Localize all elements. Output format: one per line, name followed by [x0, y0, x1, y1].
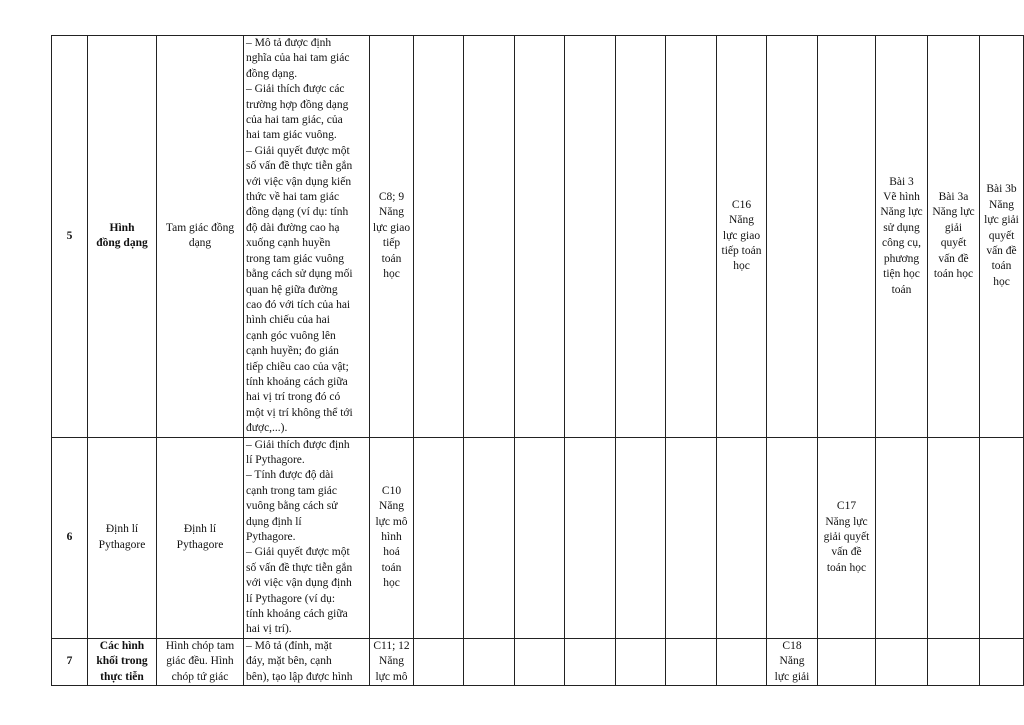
requirement-cell: – Giải thích được định lí Pythagore. – Tính được độ dài cạnh trong tam giác vuông bằng cách sử dụng định lí Pythagore. – Giải quyết được một số vấn đề thực tiễn gắn với việc vận dụng định lí Pythagore (ví dụ: tính khoảng cách giữa hai vị trí). [244, 437, 370, 638]
row-number: 6 [52, 437, 88, 638]
level-cell [565, 36, 616, 438]
level-cell [464, 36, 515, 438]
level-cell [928, 638, 980, 685]
level-cell [515, 36, 565, 438]
level-cell [717, 437, 767, 638]
level-cell [414, 638, 464, 685]
topic-cell: Định lí Pythagore [88, 437, 157, 638]
level-cell: C18 Năng lực giải [767, 638, 818, 685]
level-cell [414, 36, 464, 438]
level-cell [464, 437, 515, 638]
row-number: 5 [52, 36, 88, 438]
level-cell: C10 Năng lực mô hình hoá toán học [370, 437, 414, 638]
level-cell [928, 437, 980, 638]
level-cell: C17 Năng lực giải quyết vấn đề toán học [818, 437, 876, 638]
level-cell [818, 638, 876, 685]
level-cell: C11; 12 Năng lực mô [370, 638, 414, 685]
requirement-cell: – Mô tả được định nghĩa của hai tam giác đồng dạng. – Giải thích được các trường hợp đồng dạng của hai tam giác, của hai tam giác vuông. – Giải quyết được một số vấn đề thực tiễn gắn với việc vận dụng kiến thức về hai tam giác đồng dạng (ví dụ: tính độ dài đường cao hạ xuống cạnh huyền trong tam giác vuông bằng cách sử dụng mối quan hệ giữa đường cao đó với tích của hai hình chiếu của hai cạnh góc vuông lên cạnh huyền; đo gián tiếp chiều cao của vật; tính khoảng cách giữa hai vị trí trong đó có một vị trí không thể tới được,...). [244, 36, 370, 438]
content-cell: Hình chóp tam giác đều. Hình chóp tứ giác [157, 638, 244, 685]
level-cell: Bài 3b Năng lực giải quyết vấn đề toán học [980, 36, 1024, 438]
content-cell: Tam giác đồng dạng [157, 36, 244, 438]
table-row [52, 437, 1024, 638]
level-cell [717, 638, 767, 685]
level-cell [515, 437, 565, 638]
level-cell [980, 638, 1024, 685]
level-cell [414, 437, 464, 638]
level-cell [616, 36, 666, 438]
level-cell [666, 638, 717, 685]
level-cell [876, 638, 928, 685]
level-cell [464, 638, 515, 685]
level-cell [818, 36, 876, 438]
level-cell [767, 36, 818, 438]
topic-cell: Hình đồng dạng [88, 36, 157, 438]
level-cell [515, 638, 565, 685]
level-cell [767, 437, 818, 638]
level-cell [876, 437, 928, 638]
level-cell [666, 36, 717, 438]
level-cell [666, 437, 717, 638]
level-cell: Bài 3 Vẽ hình Năng lực sử dụng công cụ, phương tiện học toán [876, 36, 928, 438]
topic-cell: Các hình khối trong thực tiễn [88, 638, 157, 685]
requirement-cell: – Mô tả (đỉnh, mặt đáy, mặt bên, cạnh bên), tạo lập được hình [244, 638, 370, 685]
level-cell [565, 437, 616, 638]
level-cell: C8; 9 Năng lực giao tiếp toán học [370, 36, 414, 438]
level-cell [565, 638, 616, 685]
row-number: 7 [52, 638, 88, 685]
level-cell: Bài 3a Năng lực giải quyết vấn đề toán học [928, 36, 980, 438]
table-row [52, 638, 1024, 685]
table-row [52, 36, 1024, 438]
level-cell [616, 437, 666, 638]
content-cell: Định lí Pythagore [157, 437, 244, 638]
level-cell [616, 638, 666, 685]
level-cell: C16 Năng lực giao tiếp toán học [717, 36, 767, 438]
level-cell [980, 437, 1024, 638]
assessment-matrix-table [51, 35, 1024, 686]
